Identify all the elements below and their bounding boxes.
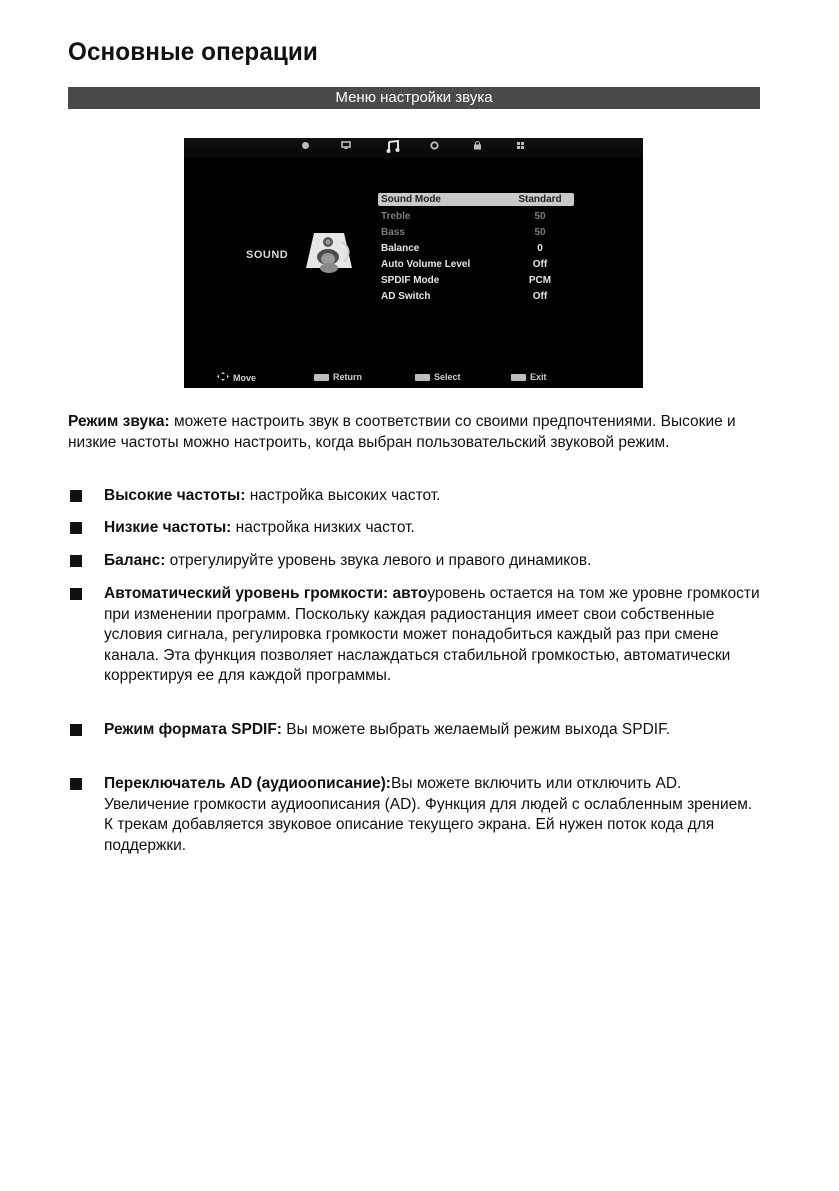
hint-return: Return — [314, 372, 362, 382]
section-header: Меню настройки звука — [68, 87, 760, 109]
tv-menu-tabs — [184, 138, 643, 158]
menu-item-bass[interactable]: Bass 50 — [381, 227, 546, 238]
page-title: Основные операции — [68, 38, 318, 66]
bullet-square-icon — [70, 724, 82, 736]
sound-icon — [386, 140, 400, 153]
bullet-square-icon — [70, 490, 82, 502]
menu-item-balance[interactable]: Balance 0 — [381, 243, 543, 254]
bullet-square-icon — [70, 588, 82, 600]
hint-select: Select — [415, 372, 461, 382]
picture-icon — [301, 141, 310, 150]
menu-key-icon — [314, 374, 329, 381]
bullet-square-icon — [70, 555, 82, 567]
hint-exit: Exit — [511, 372, 547, 382]
dpad-icon — [217, 372, 229, 383]
tv-menu-screenshot — [184, 138, 643, 388]
sound-settings-menu — [378, 193, 574, 305]
intro-text: можете настроить звук в соответствии со своими предпочтениями. Высокие и низкие частоты можно настроить, когда выбран пользовательский звуковой режим. — [68, 413, 736, 451]
intro-term: Режим звука: — [68, 413, 170, 430]
menu-item-ad-switch[interactable]: AD Switch Off — [381, 291, 548, 302]
enter-key-icon — [415, 374, 430, 381]
speaker-icon — [304, 230, 356, 281]
hint-move: Move — [217, 372, 256, 383]
lock-icon — [473, 141, 482, 150]
intro-paragraph — [68, 412, 768, 453]
bullet-square-icon — [70, 522, 82, 534]
menu-item-auto-volume-level[interactable]: Auto Volume Level Off — [381, 259, 548, 270]
channel-icon — [341, 141, 351, 150]
exit-key-icon — [511, 374, 526, 381]
category-label: SOUND — [246, 249, 289, 261]
menu-item-spdif-mode[interactable]: SPDIF Mode PCM — [381, 275, 552, 286]
time-icon — [430, 141, 439, 150]
menu-item-treble[interactable]: Treble 50 — [381, 211, 546, 222]
tv-menu-footer — [184, 368, 643, 388]
setup-icon — [516, 141, 525, 150]
bullet-square-icon — [70, 778, 82, 790]
menu-item-sound-mode[interactable]: Sound Mode Standard — [378, 193, 574, 206]
